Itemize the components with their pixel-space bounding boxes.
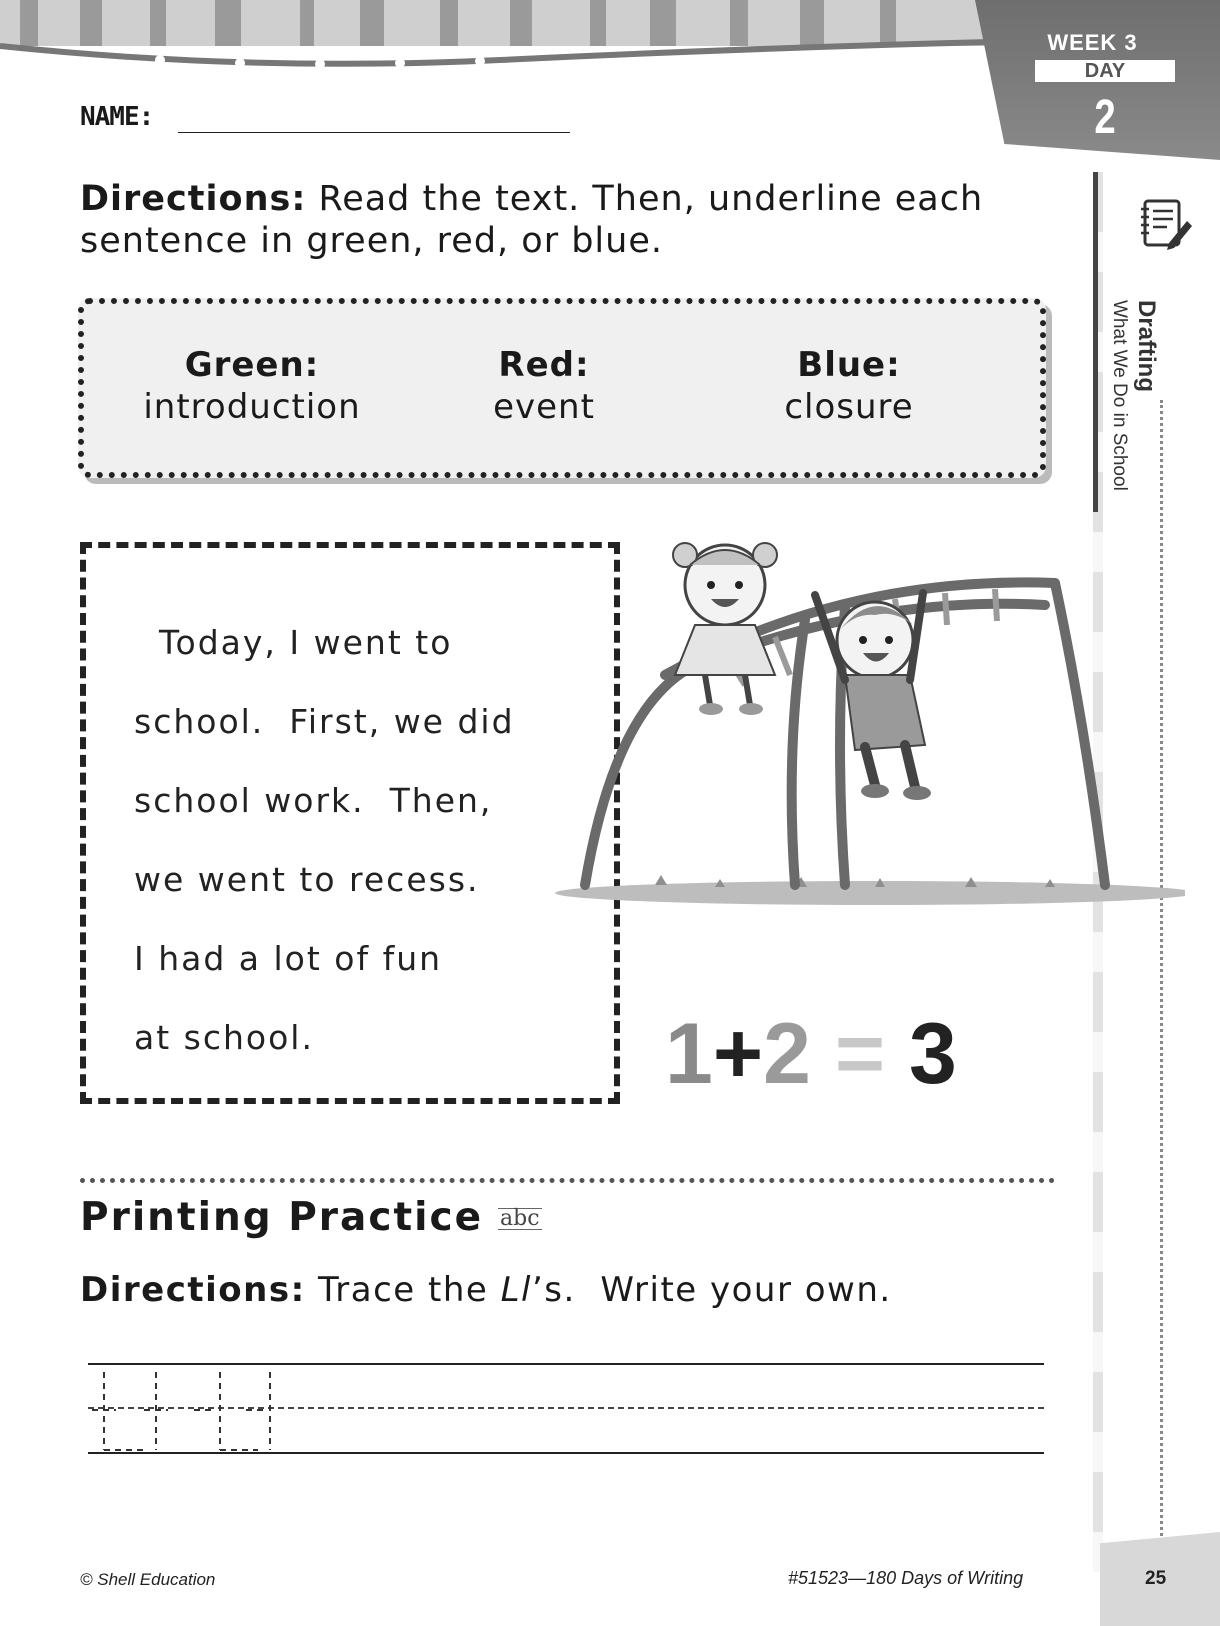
top-banner-decoration [0,0,990,70]
key-blue-label: Blue: [797,345,901,385]
story-text[interactable] [134,603,604,1077]
math-plus: + [712,1006,764,1102]
story-line[interactable]: school work. Then, [134,781,493,820]
printing-directions-label: Directions: [80,1270,306,1310]
key-green-label: Green: [184,345,320,385]
name-write-line[interactable] [178,132,570,133]
directions-text: Read the text. Then, underline each sentence in green, red, or blue. [80,179,984,261]
footer-copyright: © Shell Education [80,1570,216,1589]
directions-label: Directions: [80,179,307,219]
key-red [464,344,624,428]
abc-lines-icon: abc [500,1206,540,1231]
printing-directions [80,1270,892,1310]
playground-children-icon [545,525,1185,905]
trace-letters-icon[interactable] [88,1370,288,1456]
section-divider [80,1178,1055,1183]
key-red-meaning: event [493,387,595,427]
key-green [132,344,372,428]
math-equals: = [834,1006,886,1102]
day-label: DAY [1035,60,1175,82]
footer-book-title: #51523—180 Days of Writing [788,1568,1024,1588]
sidebar-title: Drafting [1133,300,1160,392]
page-number: 25 [1145,1568,1167,1589]
key-blue-meaning: closure [784,387,914,427]
sidebar-subtitle: What We Do in School [1109,300,1130,491]
story-line[interactable]: I had a lot of fun [134,939,443,978]
math-result: 3 [908,1006,957,1102]
math-number-2: 2 [763,1006,811,1102]
week-label: WEEK 3 [1047,30,1138,55]
printing-directions-text-end: ’s. Write your own. [531,1270,892,1310]
directions [80,178,1020,262]
story-line[interactable]: at school. [134,1018,314,1057]
story-box [80,542,620,1104]
side-strip-accent [1093,172,1098,512]
story-line[interactable]: school. First, we did [134,702,515,741]
day-number: 2 [1094,91,1116,144]
name-label: NAME: [80,102,154,132]
math-equation [665,1005,957,1104]
handwriting-top-line [88,1363,1044,1365]
key-red-label: Red: [498,345,590,385]
printing-directions-text: Trace the [305,1270,501,1310]
printing-letters: Ll [500,1270,532,1310]
story-line[interactable]: Today, I went to [134,623,453,662]
key-green-meaning: introduction [143,387,361,427]
printing-practice-title: Printing Practice [80,1195,484,1240]
notebook-pencil-icon [1135,195,1195,255]
color-key-box [78,298,1046,478]
math-number-1: 1 [665,1006,713,1102]
key-blue [754,344,944,428]
story-line[interactable]: we went to recess. [134,860,480,899]
